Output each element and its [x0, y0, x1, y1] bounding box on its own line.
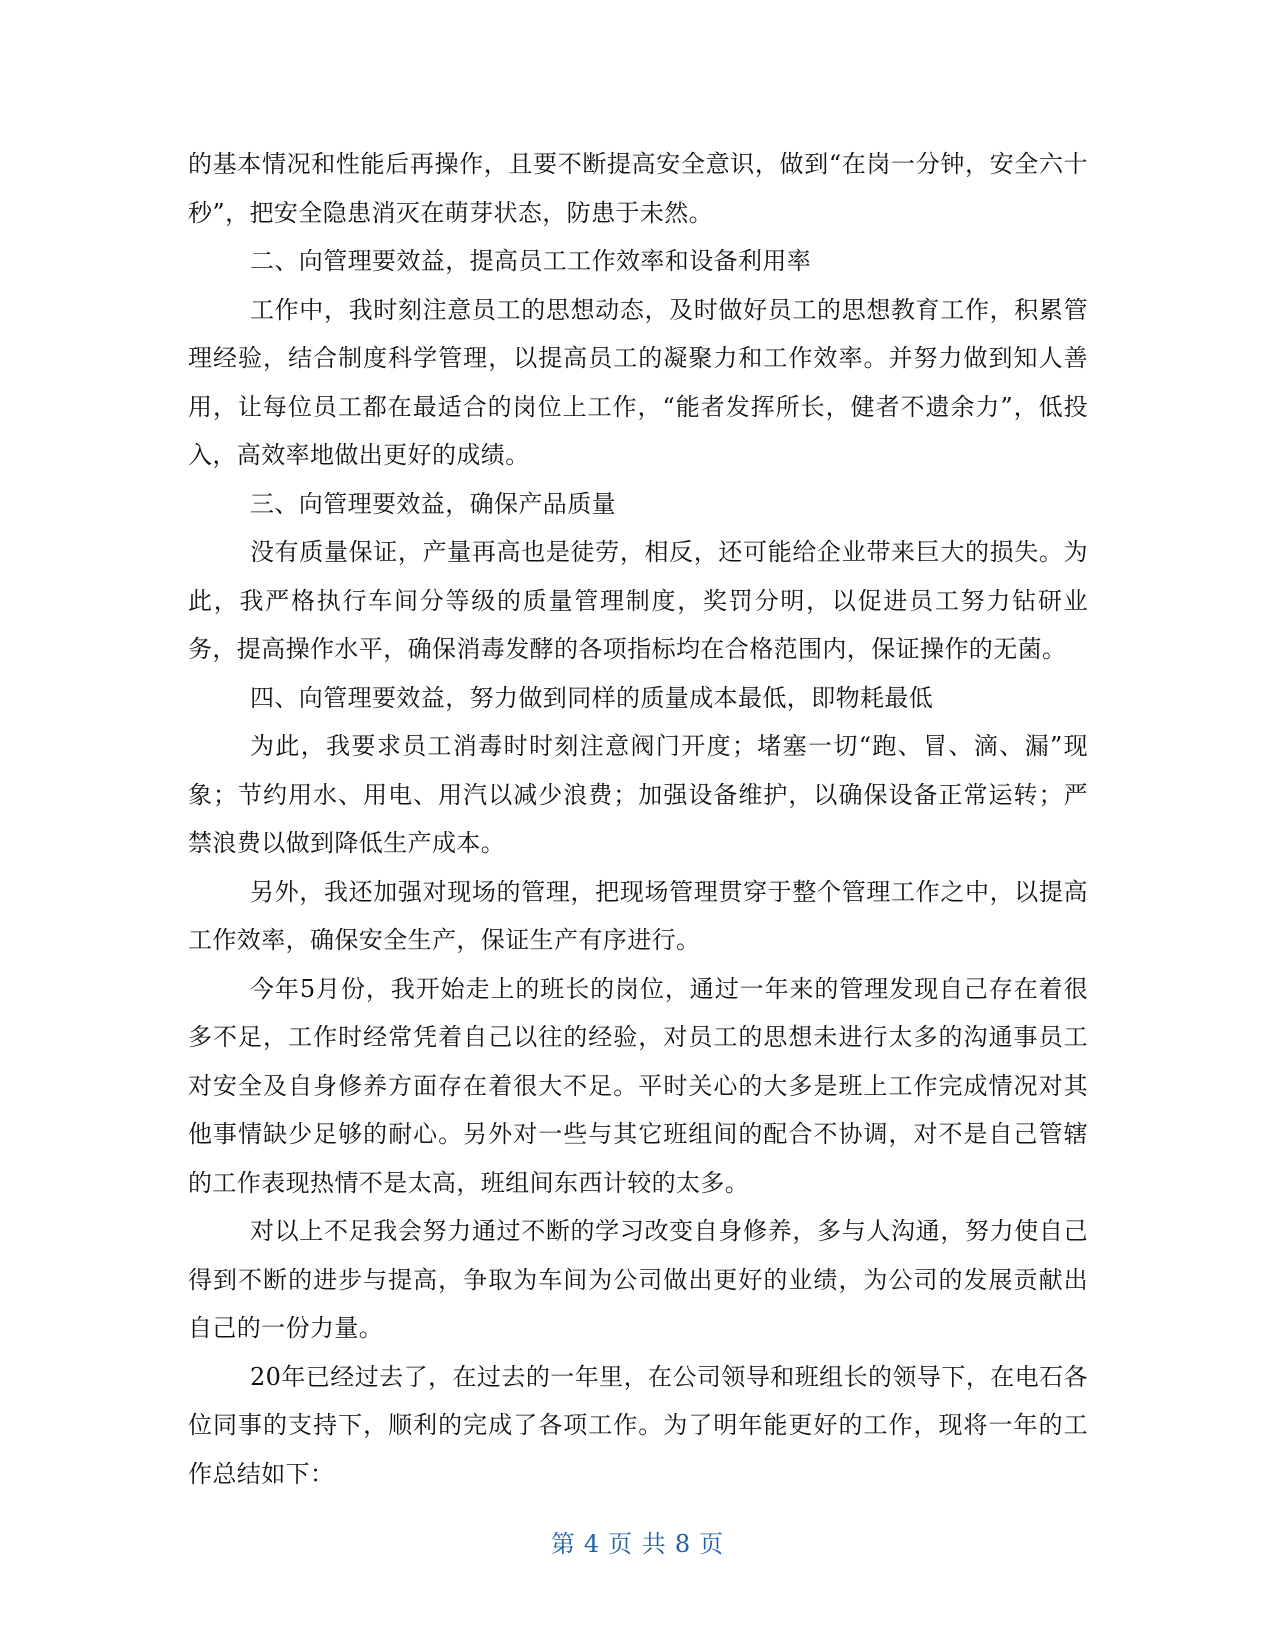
footer-suffix: 页: [699, 1530, 725, 1558]
section-heading-2: 二、向管理要效益，提高员工工作效率和设备利用率: [250, 247, 812, 275]
paragraph-3: 工作中，我时刻注意员工的思想动态，及时做好员工的思想教育工作，积累管理经验，结合制度科学管理，以提高员工的凝聚力和工作效率。并努力做到知人善用，让每位员工都在最适合的岗位上工作，“能者发挥所长，健者不遗余力”，低投入，高效率地做出更好的成绩。: [188, 295, 1088, 469]
section-heading-3: 三、向管理要效益，确保产品质量: [250, 489, 616, 518]
footer-current-page: 4: [583, 1530, 601, 1558]
footer-prefix: 第: [550, 1530, 576, 1558]
paragraph-7: 为此，我要求员工消毒时时刻注意阀门开度；堵塞一切“跑、冒、滴、漏”现象；节约用水、用电、用汽以减少浪费；加强设备维护，以确保设备正常运转；严禁浪费以做到降低生产成本。: [188, 732, 1088, 857]
paragraph-8: 另外，我还加强对现场的管理，把现场管理贯穿于整个管理工作之中，以提高工作效率，确保安全生产，保证生产有序进行。: [188, 877, 1088, 954]
document-body: [188, 140, 1088, 1498]
footer-total-pages: 8: [674, 1530, 692, 1558]
paragraph-11: 20年已经过去了，在过去的一年里，在公司领导和班组长的领导下，在电石各位同事的支持下，顺利的完成了各项工作。为了明年能更好的工作，现将一年的工作总结如下：: [188, 1362, 1088, 1488]
section-heading-4: 四、向管理要效益，努力做到同样的质量成本最低，即物耗最低: [250, 683, 934, 712]
paragraph-9: 今年5月份，我开始走上的班长的岗位，通过一年来的管理发现自己存在着很多不足，工作时经常凭着自己以往的经验，对员工的思想未进行太多的沟通事员工对安全及自身修养方面存在着很大不足。平时关心的大多是班上工作完成情况对其他事情缺少足够的耐心。另外对一些与其它班组间的配合不协调，对不是自己管辖的工作表现热情不是太高，班组间东西计较的太多。: [188, 974, 1088, 1197]
footer-middle: 页 共: [608, 1530, 667, 1558]
paragraph-1: 的基本情况和性能后再操作，且要不断提高安全意识，做到“在岗一分钟，安全六十秒”，把安全隐患消灭在萌芽状态，防患于未然。: [188, 150, 1088, 227]
paragraph-10: 对以上不足我会努力通过不断的学习改变自身修养，多与人沟通，努力使自己得到不断的进步与提高，争取为车间为公司做出更好的业绩，为公司的发展贡献出自己的一份力量。: [188, 1217, 1088, 1342]
page-number-footer: [0, 1524, 1275, 1559]
paragraph-5: 没有质量保证，产量再高也是徒劳，相反，还可能给企业带来巨大的损失。为此，我严格执行车间分等级的质量管理制度，奖罚分明，以促进员工努力钻研业务，提高操作水平，确保消毒发酵的各项指标均在合格范围内，保证操作的无菌。: [188, 538, 1088, 663]
